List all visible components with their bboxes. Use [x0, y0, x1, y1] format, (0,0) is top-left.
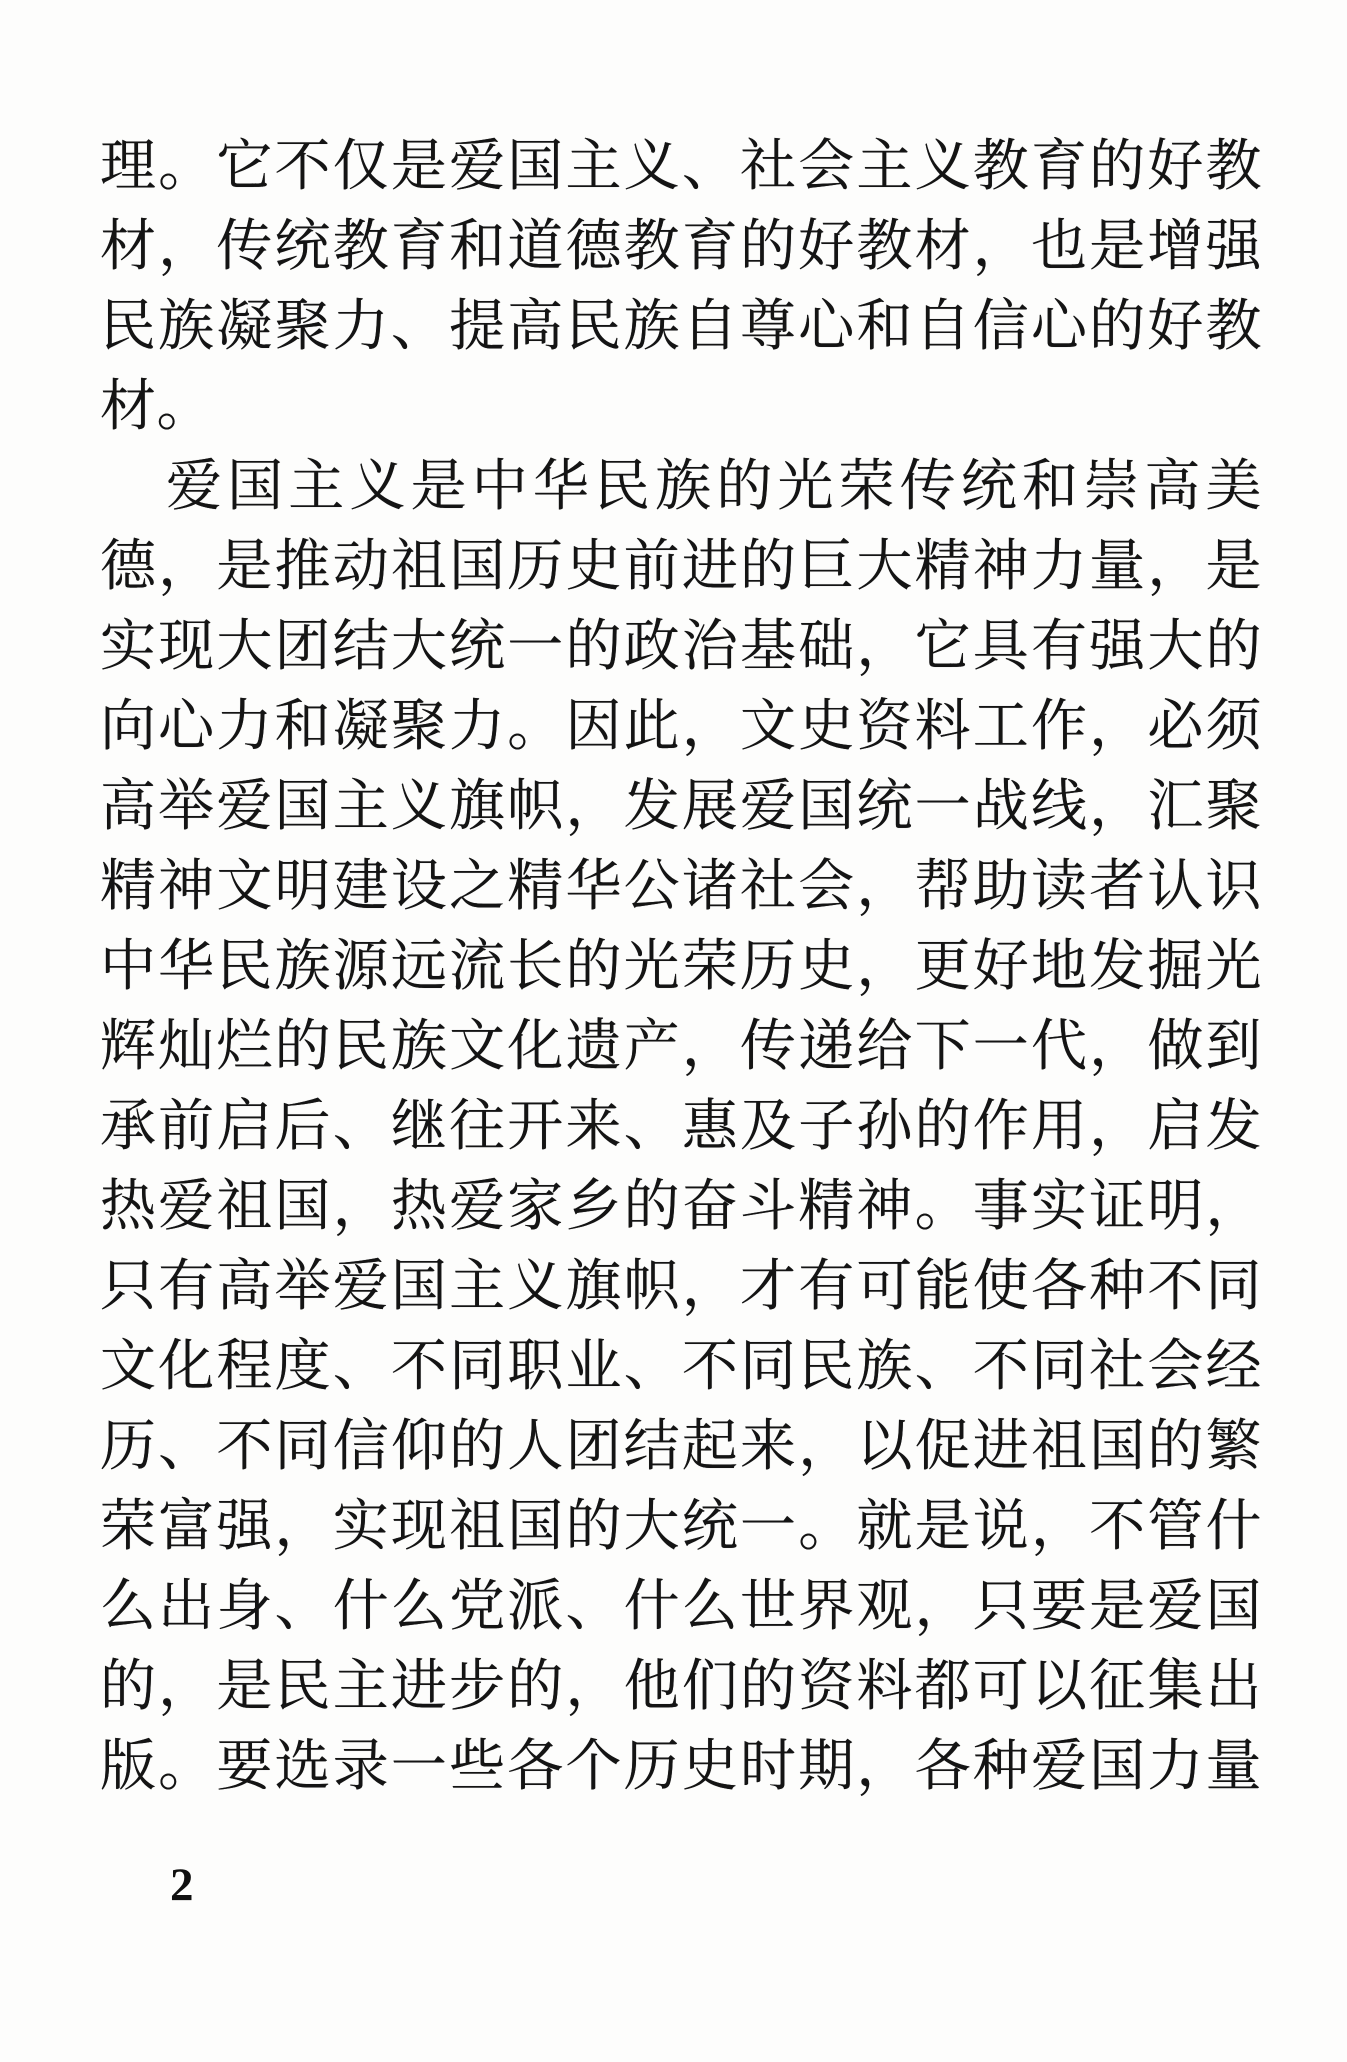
text-line: 高举爱国主义旗帜，发展爱国统一战线，汇聚	[100, 776, 1262, 838]
text-line: 文化程度、不同职业、不同民族、不同社会经	[100, 1336, 1262, 1398]
text-line: 理。它不仅是爱国主义、社会主义教育的好教	[100, 136, 1262, 198]
text-line: 的，是民主进步的，他们的资料都可以征集出	[100, 1656, 1262, 1718]
text-line: 中华民族源远流长的光荣历史，更好地发掘光	[100, 936, 1262, 998]
text-line: 承前启后、继往开来、惠及子孙的作用，启发	[100, 1096, 1262, 1158]
text-line: 材。	[100, 376, 213, 438]
text-line: 精神文明建设之精华公诸社会，帮助读者认识	[100, 856, 1262, 918]
text-line: 么出身、什么党派、什么世界观，只要是爱国	[100, 1576, 1262, 1638]
page-number: 2	[170, 1859, 194, 1911]
text-line: 实现大团结大统一的政治基础，它具有强大的	[100, 616, 1262, 678]
text-line: 荣富强，实现祖国的大统一。就是说，不管什	[100, 1496, 1262, 1558]
text-line: 热爱祖国，热爱家乡的奋斗精神。事实证明，	[100, 1176, 1262, 1238]
body-text-block	[100, 127, 1262, 1807]
text-line: 历、不同信仰的人团结起来，以促进祖国的繁	[100, 1416, 1262, 1478]
text-line: 辉灿烂的民族文化遗产，传递给下一代，做到	[100, 1016, 1262, 1078]
text-line: 版。要选录一些各个历史时期，各种爱国力量	[100, 1736, 1262, 1798]
text-line: 爱国主义是中华民族的光荣传统和崇高美	[166, 456, 1262, 518]
text-line: 材，传统教育和道德教育的好教材，也是增强	[100, 216, 1262, 278]
text-line: 向心力和凝聚力。因此，文史资料工作，必须	[100, 696, 1262, 758]
text-line: 德，是推动祖国历史前进的巨大精神力量，是	[100, 536, 1262, 598]
text-line: 只有高举爱国主义旗帜，才有可能使各种不同	[100, 1256, 1262, 1318]
text-line: 民族凝聚力、提高民族自尊心和自信心的好教	[100, 296, 1262, 358]
